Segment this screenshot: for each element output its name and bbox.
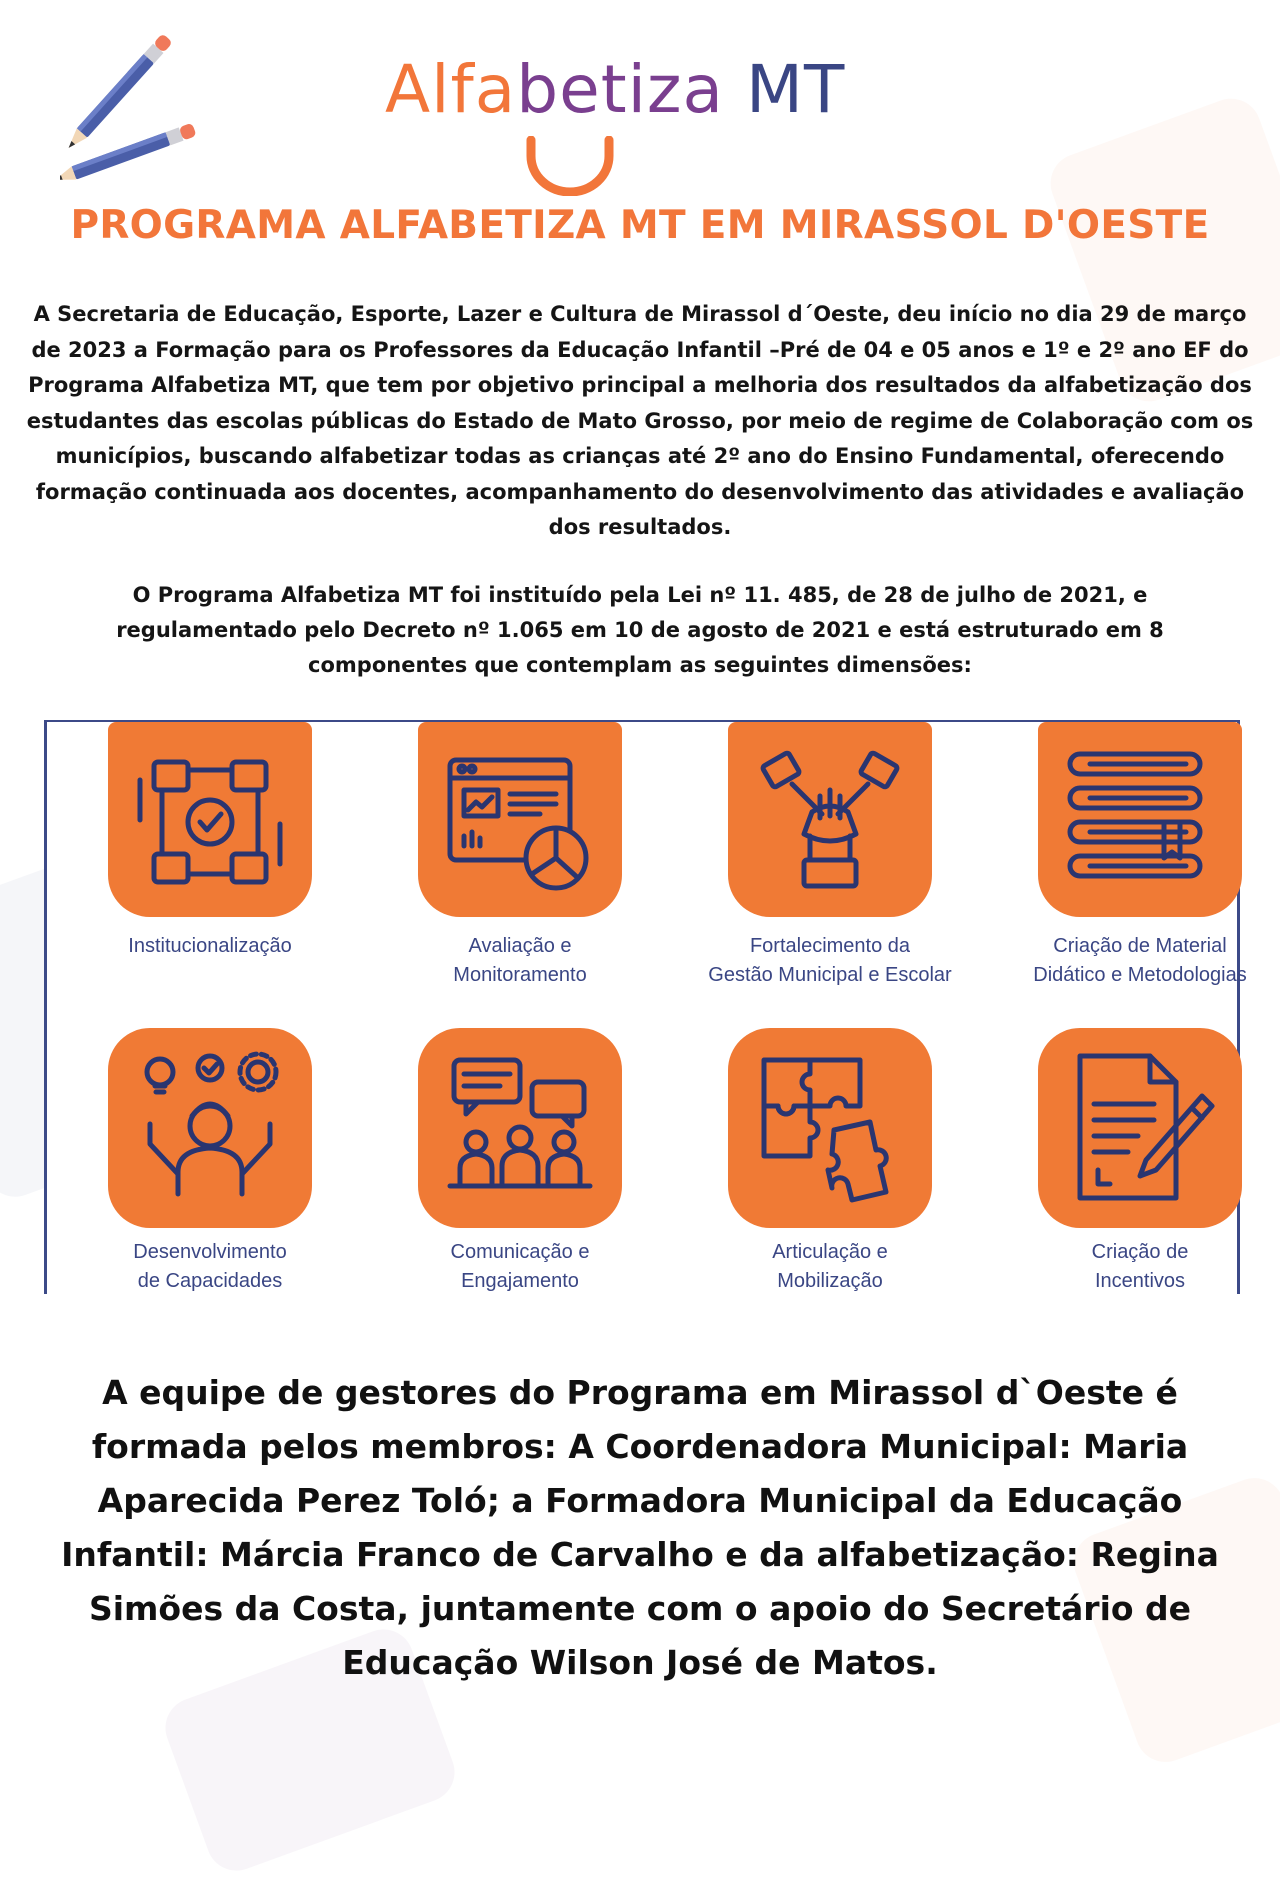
logo-wordmark [385, 50, 905, 130]
component-label: Desenvolvimento de Capacidades [133, 1241, 287, 1292]
pencils-icon [60, 25, 220, 185]
component-label: Avaliação e Monitoramento [453, 935, 587, 986]
component-tile [108, 1028, 312, 1228]
hands-circle-check-icon [130, 740, 290, 904]
component-label: Comunicação e Engajamento [450, 1241, 590, 1292]
page-title: PROGRAMA ALFABETIZA MT EM MIRASSOL D'OESTE [70, 203, 1210, 248]
component-label: Institucionalização [128, 935, 292, 957]
dashboard-pie-chart-icon [440, 740, 600, 904]
logo-part: etiza [559, 51, 725, 128]
puzzle-pieces-icon [750, 1046, 910, 1210]
meeting-chat-icon [440, 1046, 600, 1210]
books-stack-icon [1060, 740, 1220, 904]
document-pen-icon [1060, 1046, 1220, 1210]
component-tile [1038, 1028, 1242, 1228]
component-card-institucionalizacao [60, 722, 360, 1002]
component-card-articulacao [680, 1028, 980, 1308]
component-tile [108, 722, 312, 917]
logo-part: a [474, 51, 517, 128]
component-label: Criação de Material Didático e Metodologias [1033, 935, 1247, 986]
component-tile [418, 1028, 622, 1228]
component-card-avaliacao [370, 722, 670, 1002]
component-label: Articulação e Mobilização [772, 1241, 888, 1292]
component-tile [728, 1028, 932, 1228]
logo-part: MT [724, 51, 846, 128]
person-ideas-icon [130, 1046, 290, 1210]
component-card-comunicacao [370, 1028, 670, 1308]
law-paragraph: O Programa Alfabetiza MT foi instituído pela Lei nº 11. 485, de 28 de julho de 2021, e regulamentado pelo Decreto nº 1.065 em 10 de agosto de 2021 e está estruturado em 8 componentes que contemplam as seguintes dimensões: [116, 583, 1164, 677]
intro-paragraph: A Secretaria de Educação, Esporte, Lazer e Cultura de Mirassol d´Oeste, deu início no dia 29 de março de 2023 a Formação para os Professores da Educação Infantil –Pré de 04 e 05 anos e 1º e 2º ano EF do Programa Alfabetiza MT, que tem por objetivo principal a melhoria dos resultados da alfabetização dos estudantes das escolas públicas do Estado de Mato Grosso, por meio de regime de Colaboração com os municípios, buscando alfabetizar todas as crianças até 2º ano do Ensino Fundamental, oferecendo formação continuada aos docentes, acompanhamento do desenvolvimento das atividades e avaliação dos resultados. [26, 302, 1254, 539]
joined-hands-icon [750, 740, 910, 904]
component-card-desenvolvimento [60, 1028, 360, 1308]
component-tile [1038, 722, 1242, 917]
alfabetiza-mt-logo [385, 50, 905, 200]
component-tile [418, 722, 622, 917]
component-label: Criação de Incentivos [1091, 1241, 1189, 1292]
component-card-fortalecimento [680, 722, 980, 1002]
component-label: Fortalecimento da Gestão Municipal e Escolar [708, 935, 952, 986]
component-card-incentivos [990, 1028, 1280, 1308]
component-card-material [990, 722, 1280, 1002]
team-paragraph: A equipe de gestores do Programa em Mirassol d`Oeste é formada pelos membros: A Coordenadora Municipal: Maria Aparecida Perez Toló; a Formadora Municipal da Educação Infantil: Márcia Franco de Carvalho e da alfabetização: Regina Simões da Costa, juntamente com o apoio do Secretário de Educação Wilson José de Matos. [61, 1373, 1219, 1682]
components-panel [44, 720, 1247, 1294]
smile-icon [523, 136, 617, 196]
component-tile [728, 722, 932, 917]
logo-part: Alf [385, 51, 475, 128]
logo-part: b [516, 51, 560, 128]
